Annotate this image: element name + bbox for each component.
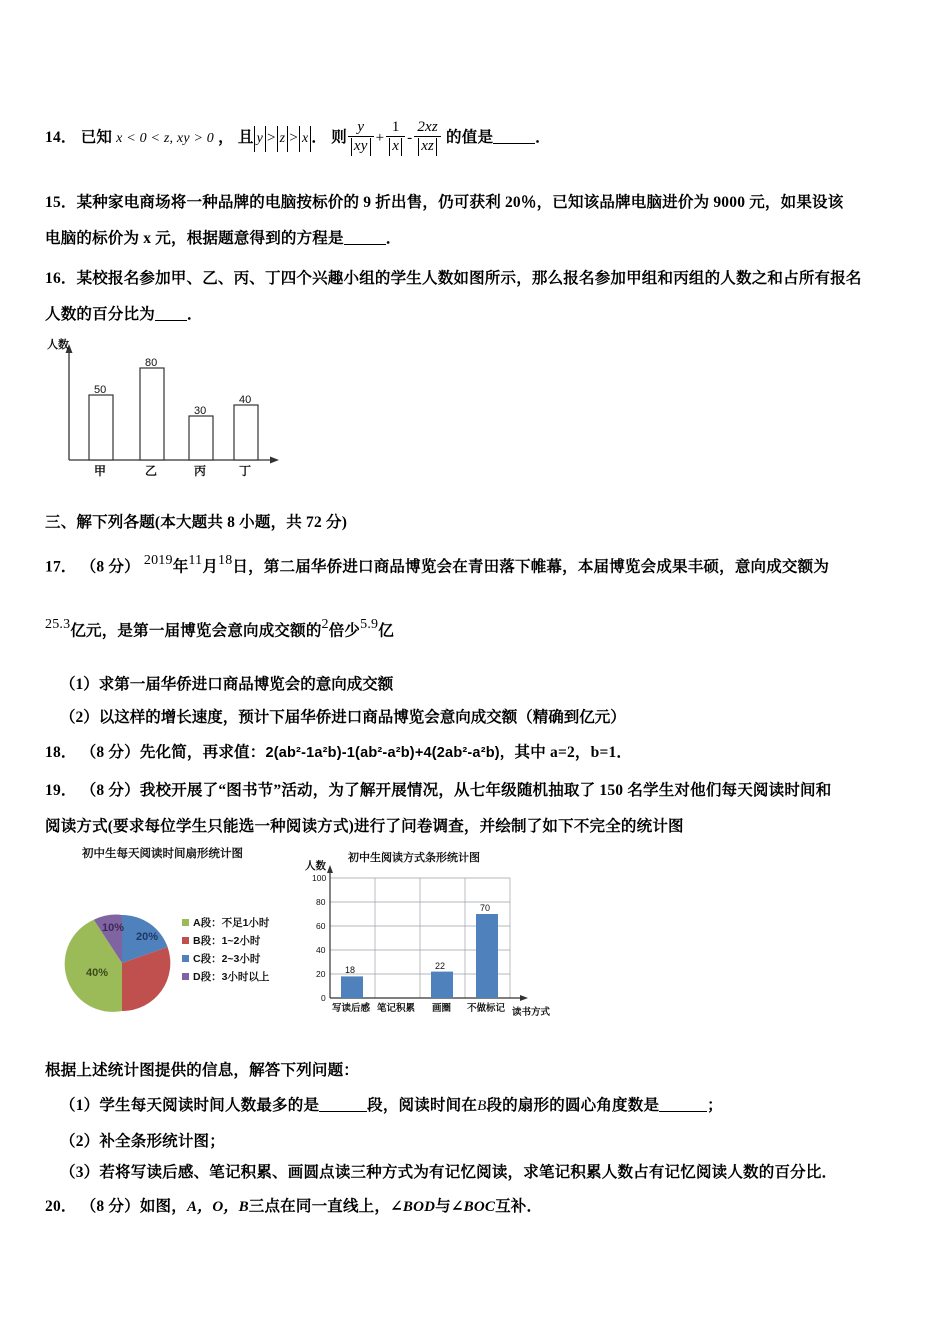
bar-19-cat-huaquan: 画圈 (432, 1003, 452, 1014)
question-19-line2 (45, 812, 684, 841)
question-19-charts (60, 843, 580, 1043)
bar-19-cat-buzuobiaoji: 不做标记 (467, 1003, 506, 1014)
question-16-bar-chart (45, 332, 295, 482)
abs-x: x (299, 126, 311, 153)
question-15-period: ． (385, 230, 402, 247)
question-17-sub-1 (60, 672, 393, 694)
pie-label-c: 20% (136, 931, 159, 943)
gt-1: > (267, 130, 276, 146)
bar-chart-16-svg (45, 332, 295, 482)
fraction-1-denominator (348, 136, 374, 155)
question-20-angle-2: ∠BOC (450, 1199, 496, 1215)
legend-label-c: C段：2~3小时 (193, 953, 261, 965)
bar-category-ding: 丁 (239, 464, 252, 478)
question-14-tail: 的值是 (446, 128, 494, 146)
fraction-3-numerator: 2xz (417, 119, 438, 135)
question-17-line2-a: 亿元，是第一届博览会意向成交额的 (70, 622, 322, 640)
bar-chart-19-title: 初中生阅读方式条形统计图 (348, 852, 480, 864)
less-value: 5.9 (360, 617, 379, 632)
question-20-points: A，O，B (186, 1199, 249, 1215)
question-19-line1 (45, 776, 831, 805)
answer-blank-15[interactable] (344, 230, 386, 246)
bar-value-yi: 80 (145, 357, 158, 369)
pie-label-d: 10% (102, 922, 125, 934)
question-16-text-line2: 人数的百分比为 (45, 306, 155, 323)
period-1: ． (311, 128, 328, 146)
question-19-sub-3-text: （3）若将写读后感、笔记积累、画圆点读三种方式为有记忆阅读，求笔记积累人数占有记忆阅读人数的百分比． (60, 1164, 838, 1181)
question-19-score: （8 分） (80, 782, 140, 799)
question-20 (45, 1192, 542, 1222)
ytick-40: 40 (316, 945, 326, 955)
x-axis-arrow (270, 457, 279, 464)
question-17-line2-c: 亿 (378, 622, 394, 640)
question-20-text-a: 如图， (139, 1198, 187, 1215)
question-18-score: （8 分） (80, 744, 140, 761)
question-14 (45, 120, 551, 157)
abs-y: y (254, 126, 266, 153)
bar-category-bing: 丙 (194, 464, 207, 478)
bar-chart-19-y-label: 人数 (305, 860, 326, 872)
question-20-text-b: 三点在同一直线上， (248, 1198, 391, 1215)
question-14-condition: x < 0 < z, xy > 0 (116, 130, 215, 146)
bar-19-value-huaquan: 22 (435, 961, 446, 971)
legend-swatch-d (182, 973, 189, 980)
section-3-heading-text: 三、解下列各题(本大题共 8 小题，共 72 分) (45, 514, 348, 531)
ytick-0: 0 (321, 993, 326, 1003)
question-19-number: 19． (45, 782, 77, 799)
question-16-number: 16． (45, 270, 77, 287)
bar-19-value-xiedu: 18 (345, 965, 356, 975)
question-19-text-line1: 我校开展了“图书节”活动，为了解开展情况，从七年级随机抽取了 150 名学生对他们每天阅读时间和 (139, 782, 832, 799)
minus-sign: - (407, 130, 413, 146)
gt-2: > (289, 130, 298, 146)
ytick-100: 100 (312, 873, 327, 883)
question-17-text-rest: 第二届华侨进口商品博览会在青田落下帷幕，本届博览会成果丰硕，意向成交额为 (263, 558, 830, 576)
ytick-80: 80 (316, 897, 326, 907)
bar-19-value-buzuobiaoji: 70 (480, 903, 491, 913)
question-14-lead: 已知 (80, 128, 113, 146)
question-15-text-line1: 某种家电商场将一种品牌的电脑按标价的 9 折出售，仍可获利 20％，已知该品牌电脑进价为 9000 元，如果设该 (76, 194, 844, 211)
answer-blank-16[interactable] (155, 306, 187, 322)
question-20-angle-1: ∠BOD (390, 1199, 436, 1215)
question-19-sub-2-text: （2）补全条形统计图； (60, 1133, 225, 1150)
question-19-prompt-text: 根据上述统计图提供的信息，解答下列问题： (45, 1062, 360, 1079)
fraction-3-denominator-abs: xz (418, 138, 437, 155)
question-17-line2 (45, 612, 394, 646)
multiple-value: 2 (321, 617, 329, 632)
fraction-2-denominator-abs: x (389, 138, 402, 155)
question-19-sub-1-a: （1）学生每天阅读时间人数最多的是 (60, 1097, 320, 1114)
bar-chart-19-y-arrow (327, 865, 333, 873)
question-19-text-line2: 阅读方式(要求每位学生只能选一种阅读方式)进行了问卷调查，并绘制了如下不完全的统计图 (45, 818, 684, 835)
bar-value-bing: 30 (194, 405, 207, 417)
fraction-2 (386, 119, 405, 156)
bar-category-jia: 甲 (94, 464, 107, 478)
fraction-2-denominator (386, 136, 405, 155)
legend-label-d: D段：3小时以上 (193, 971, 270, 983)
question-17-sub-2 (60, 705, 626, 727)
question-14-comma: ， (218, 128, 234, 146)
fraction-3 (414, 119, 441, 156)
question-19-sub-1-b: 段，阅读时间在 (367, 1097, 478, 1114)
legend-swatch-b (182, 937, 189, 944)
question-16-line2 (45, 300, 203, 329)
question-15-line1 (45, 188, 843, 217)
charts-19-svg (60, 843, 580, 1043)
day-unit: 日， (232, 558, 264, 576)
answer-blank-19-2[interactable] (659, 1097, 707, 1113)
pie-legend (182, 916, 270, 983)
bar-19-xiedu (341, 976, 363, 998)
pie-label-a: 40% (86, 967, 109, 979)
legend-label-a: A段：不足1小时 (193, 917, 270, 929)
legend-swatch-c (182, 955, 189, 962)
ytick-20: 20 (316, 969, 326, 979)
question-19-sub-1-c: 段的扇形的圆心角度数是 (486, 1097, 660, 1114)
answer-blank-14[interactable] (493, 128, 535, 144)
day-value: 18 (218, 553, 233, 568)
bar-category-yi: 乙 (145, 464, 158, 478)
question-14-number: 14． (45, 128, 77, 146)
bar-jia (89, 395, 113, 460)
bar-bing (189, 416, 213, 460)
question-18-expression: 2(ab²-1a²b)-1(ab²-a²b)+4(2ab²-a²b)， (265, 745, 515, 761)
question-19-sub-3 (60, 1158, 837, 1187)
fraction-1 (348, 119, 374, 156)
amount-value: 25.3 (45, 617, 71, 632)
fraction-2-numerator: 1 (391, 119, 400, 135)
question-19-sub-1-var: B (477, 1098, 487, 1114)
legend-label-b: B段：1~2小时 (193, 935, 261, 947)
question-19-prompt (45, 1056, 359, 1085)
fraction-1-numerator: y (357, 119, 365, 135)
month-value: 11 (188, 553, 203, 568)
fraction-1-denominator-abs: xy (351, 138, 371, 155)
question-20-text-c: 与 (435, 1198, 451, 1215)
section-3-heading (45, 508, 347, 537)
plus-sign: + (375, 130, 385, 146)
question-17-number: 17． (45, 558, 77, 576)
question-19-sub-2 (60, 1127, 225, 1156)
month-unit: 月 (202, 558, 219, 576)
question-19-sub-1-d: ； (707, 1097, 723, 1114)
year-unit: 年 (172, 558, 189, 576)
question-18-text-a: 先化简，再求值： (139, 744, 266, 761)
question-19-sub-1 (60, 1091, 723, 1121)
question-16-text-line1: 某校报名参加甲、乙、丙、丁四个兴趣小组的学生人数如图所示，那么报名参加甲组和丙组的人数之和占所有报名 (76, 270, 862, 287)
bar-value-jia: 50 (94, 384, 107, 396)
question-20-number: 20． (45, 1198, 77, 1215)
bar-ding (234, 405, 258, 460)
y-axis-label: 人数 (47, 339, 69, 351)
question-18-number: 18． (45, 744, 77, 761)
question-17-line1 (45, 548, 829, 582)
legend-swatch-a (182, 919, 189, 926)
question-18-text-b: 其中 a=2，b=1． (514, 744, 633, 761)
question-17-line2-b: 倍少 (328, 622, 361, 640)
question-17-sub-1-text: （1）求第一届华侨进口商品博览会的意向成交额 (60, 676, 394, 693)
question-16-period: ． (186, 306, 203, 323)
pie-chart-title: 初中生每天阅读时间扇形统计图 (82, 848, 243, 860)
fraction-3-denominator (414, 136, 441, 155)
period-2: ． (535, 128, 551, 146)
question-20-score: （8 分） (80, 1198, 140, 1215)
question-17-score: （8 分） (80, 558, 140, 576)
abs-z: z (277, 126, 289, 153)
question-14-then: 则 (331, 128, 347, 146)
question-15-text-line2: 电脑的标价为 x 元，根据题意得到的方程是 (45, 230, 344, 247)
bar-value-ding: 40 (239, 394, 252, 406)
question-18 (45, 738, 632, 768)
question-14-and: 且 (237, 128, 254, 146)
bar-yi (140, 368, 164, 460)
bar-19-cat-biji: 笔记积累 (377, 1003, 416, 1014)
question-17-sub-2-text: （2）以这样的增长速度，预计下届华侨进口商品博览会意向成交额（精确到亿元） (60, 709, 626, 726)
bar-chart-19-x-arrow (520, 995, 528, 1001)
question-15-number: 15． (45, 194, 77, 211)
question-20-text-d: 互补． (495, 1198, 543, 1215)
year-value: 2019 (143, 553, 173, 568)
answer-blank-19-1[interactable] (319, 1097, 367, 1113)
ytick-60: 60 (316, 921, 326, 931)
bar-19-cat-xiedu: 写读后感 (332, 1003, 371, 1014)
question-16-line1 (45, 264, 862, 293)
bar-chart-19-x-label: 读书方式 (512, 1007, 551, 1018)
question-15-line2 (45, 224, 401, 253)
bar-19-buzuobiaoji (476, 914, 498, 998)
bar-19-huaquan (431, 972, 453, 998)
